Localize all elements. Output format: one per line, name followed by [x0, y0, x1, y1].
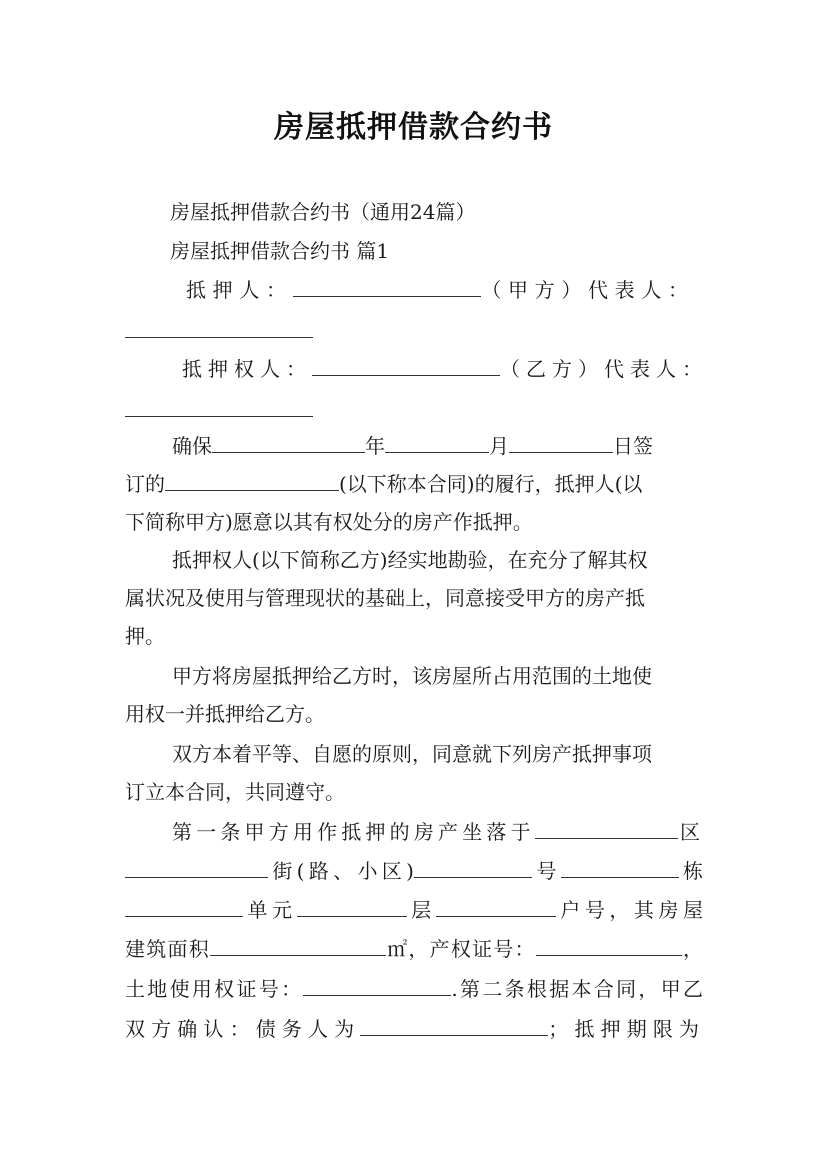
number-blank	[561, 859, 679, 878]
p1-line2	[125, 470, 705, 498]
mortgagor-blank	[293, 278, 481, 297]
p3-line2: 用权一并抵押给乙方。	[125, 702, 325, 726]
room-note: 户号，其房屋	[555, 898, 704, 922]
unit-label: 单元	[243, 898, 297, 922]
building-label: 栋	[678, 859, 704, 883]
mortgagee-line	[182, 355, 708, 383]
article1-line1	[172, 818, 702, 846]
comma: ，	[681, 937, 704, 961]
contract-party-blank	[212, 434, 365, 453]
p3-line1: 甲方将房屋抵押给乙方时，该房屋所占用范围的土地使	[172, 664, 652, 688]
p4-line2: 订立本合同，共同遵守。	[125, 780, 345, 804]
mortgagor-label: 抵押人：	[186, 278, 293, 302]
area-label: 建筑面积	[125, 937, 210, 961]
district-label: 区	[677, 820, 702, 844]
p2-line1: 抵押权人(以下简称乙方)经实地勘验，在充分了解其权	[172, 548, 648, 572]
p1-signed-of: 订的	[125, 472, 165, 496]
p1-line3: 下简称甲方)愿意以其有权处分的房产作抵押。	[125, 510, 533, 534]
number-label: 号	[531, 859, 561, 883]
section-heading: 房屋抵押借款合约书 篇1	[170, 239, 390, 263]
p1-year: 年	[365, 434, 385, 458]
article1-line2	[125, 857, 703, 885]
p2-line3: 押。	[125, 624, 165, 648]
article1-line4	[125, 935, 703, 963]
land-cert-label: 土地使用权证号：	[125, 977, 304, 1001]
mortgagee-label: 抵押权人：	[182, 357, 312, 381]
street-blank	[414, 859, 532, 878]
year-blank	[385, 434, 489, 453]
floor-blank	[436, 898, 556, 917]
party-a-rep-label: （甲方）代表人：	[480, 278, 695, 302]
article2-line	[125, 1015, 703, 1043]
term-label: ；抵押期限为	[548, 1017, 704, 1041]
mortgagor-line	[186, 276, 694, 304]
month-blank	[509, 434, 613, 453]
p1-day-signed: 日签	[613, 434, 653, 458]
p2-line2: 属状况及使用与管理现状的基础上，同意接受甲方的房产抵	[125, 586, 645, 610]
document-title: 房屋抵押借款合约书	[274, 110, 553, 145]
p4-line1: 双方本着平等、自愿的原则，同意就下列房产抵押事项	[172, 742, 652, 766]
article1-line5	[125, 975, 703, 1003]
party-b-rep-line	[125, 396, 705, 424]
article2-label: .第二条根据本合同，甲乙	[451, 977, 703, 1001]
land-cert-blank	[303, 977, 451, 996]
party-b-rep-blank	[125, 398, 313, 417]
p1-contract-ref: (以下称本合同)的履行，抵押人(以	[339, 472, 643, 496]
location-blank	[535, 820, 678, 839]
p1-ensure: 确保	[172, 434, 212, 458]
unit-blank	[297, 898, 407, 917]
article1-line3	[125, 896, 703, 924]
p1-month: 月	[489, 434, 509, 458]
party-a-rep-blank	[125, 319, 313, 338]
party-b-rep-label: （乙方）代表人：	[500, 357, 708, 381]
district-blank	[125, 859, 268, 878]
mortgagee-blank	[312, 357, 500, 376]
document-subtitle: 房屋抵押借款合约书（通用24篇）	[170, 200, 476, 224]
title-cert-blank	[536, 937, 682, 956]
building-blank	[125, 898, 243, 917]
area-unit: ㎡，产权证号：	[385, 937, 536, 961]
street-label: 街(路、小区)	[268, 859, 414, 883]
floor-label: 层	[406, 898, 436, 922]
party-a-rep-line	[125, 317, 705, 345]
debtor-label: 双方确认：债务人为	[125, 1017, 361, 1041]
area-blank	[210, 937, 386, 956]
debtor-blank	[360, 1017, 548, 1036]
contract-name-blank	[165, 472, 339, 491]
p1-line1	[172, 432, 705, 460]
article1-label: 第一条甲方用作抵押的房产坐落于	[172, 820, 535, 844]
